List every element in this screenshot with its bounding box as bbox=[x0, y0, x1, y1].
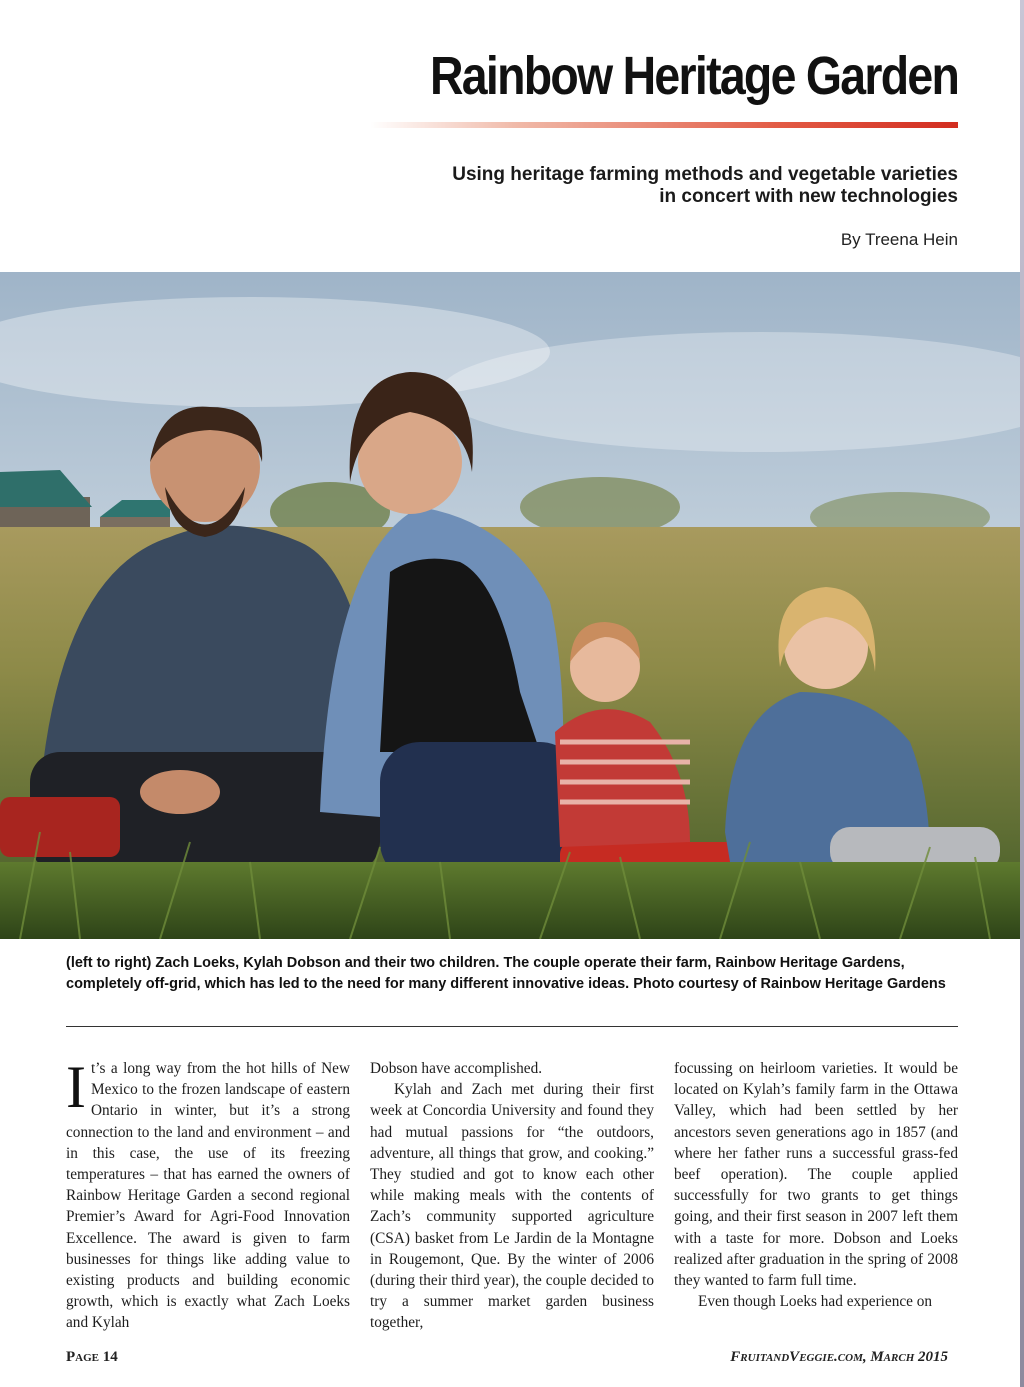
page-edge bbox=[1020, 0, 1024, 1387]
subtitle-line-1: Using heritage farming methods and vegetable varieties bbox=[452, 164, 958, 185]
title-accent-rule bbox=[370, 122, 958, 128]
paragraph-text: t’s a long way from the hot hills of New Mexico to the frozen landscape of eastern Ontario in winter, but it’s a strong connection to the land and environment – and in this case, the use of its freezing temperatures – that has earned the owners of Rainbow Heritage Garden a second regional Premier’s Award for Agri-Food Innovation Excellence. The award is given to farm businesses for things like adding value to existing products and building economic growth, which is exactly what Zach Loeks and Kylah bbox=[66, 1060, 350, 1332]
family-photo-illustration bbox=[0, 272, 1020, 939]
article-subtitle bbox=[338, 164, 958, 208]
body-column-2 bbox=[370, 1058, 654, 1334]
byline: By Treena Hein bbox=[840, 230, 958, 249]
body-column-3 bbox=[674, 1058, 958, 1312]
paragraph: Even though Loeks had experience on bbox=[698, 1293, 933, 1311]
photo-caption: (left to right) Zach Loeks, Kylah Dobson and their two children. The couple operate their farm, Rainbow Heritage Gardens, completely off-grid, which has led to the need for many different innovative ideas. Photo courtesy of Rainbow Heritage Gardens bbox=[66, 955, 946, 992]
page-number: Page 14 bbox=[66, 1349, 118, 1365]
paragraph bbox=[66, 1054, 350, 1334]
paragraph: Kylah and Zach met during their first week at Concordia University and found they had mutual passions for “the outdoors, adventure, all things that grow, and cooking.” They studied and got to know each other while making meals with the contents of Zach’s community supported agriculture (CSA) basket from Le Jardin de la Montagne in Rougemont, Que. By the winter of 2006 (during their third year), the couple decided to try a summer market garden business together, bbox=[370, 1081, 654, 1332]
body-column-1 bbox=[66, 1054, 350, 1334]
publication-footer: FruitandVeggie.com, March 2015 bbox=[730, 1349, 948, 1365]
paragraph: focussing on heirloom varieties. It would be located on Kylah’s family farm in the Ottawa Valley, which had been settled by her ancestors seven generations ago in 1857 (and where her father runs a successful grass-fed beef operation). The couple applied successfully for two grants to get things going, and their first season in 2007 left them with a taste for more. Dobson and Loeks realized after graduation in the spring of 2008 they wanted to farm full time. bbox=[674, 1060, 958, 1290]
paragraph: Dobson have accomplished. bbox=[370, 1060, 543, 1077]
caption-divider bbox=[66, 1026, 958, 1027]
article-title: Rainbow Heritage Garden bbox=[429, 46, 958, 106]
subtitle-line-2: in concert with new technologies bbox=[659, 186, 958, 207]
family-photo bbox=[0, 272, 1020, 939]
drop-cap: I bbox=[66, 1054, 86, 1120]
